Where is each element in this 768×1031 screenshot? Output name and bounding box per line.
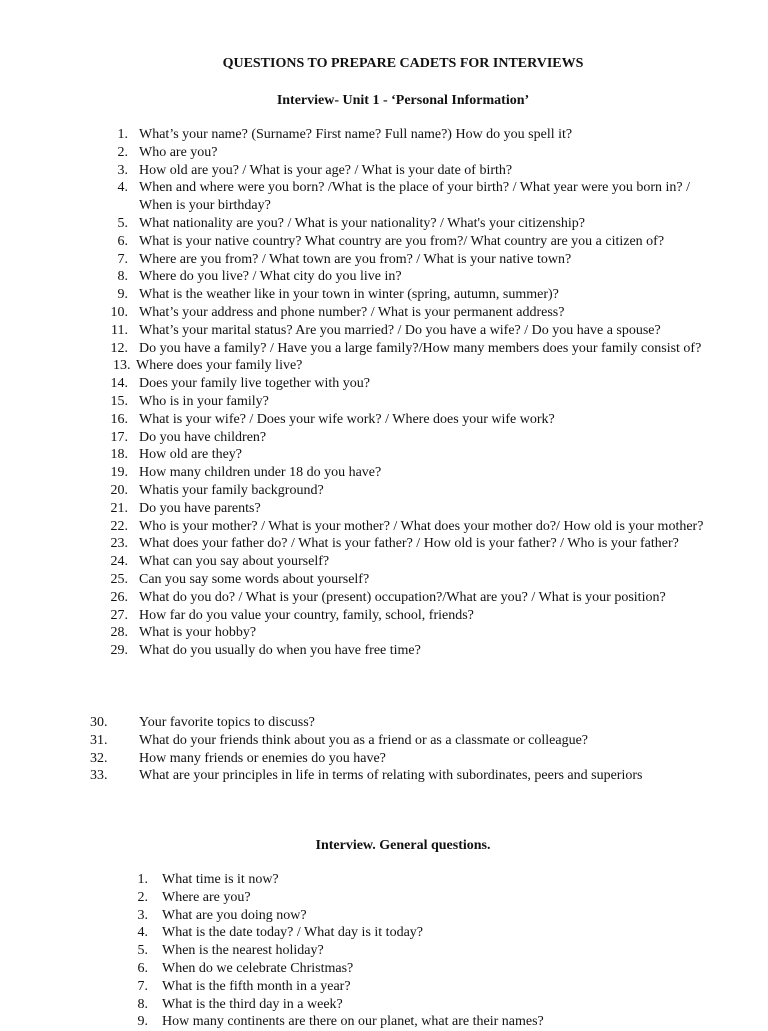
- question-text: When and where were you born? /What is the place of your birth? / What year were you born in? / When is your birthday?: [139, 180, 690, 214]
- question-text: What time is it now?: [162, 872, 279, 887]
- list-item: [90, 732, 730, 750]
- list-item: [90, 767, 730, 785]
- list-item: [110, 571, 720, 589]
- question-text: How many friends or enemies do you have?: [139, 750, 386, 766]
- list-item: [110, 215, 720, 233]
- section1-question-list-continued: [90, 714, 730, 785]
- list-item: [110, 286, 720, 304]
- list-item: [90, 714, 730, 732]
- list-item-number: 2.: [137, 889, 148, 905]
- list-item: [110, 518, 720, 536]
- list-item: [133, 942, 733, 960]
- question-text: How many children under 18 do you have?: [139, 465, 382, 481]
- list-item-number: 33.: [90, 768, 108, 784]
- list-item: [110, 607, 720, 625]
- list-item: [110, 375, 720, 393]
- list-item: [110, 357, 720, 375]
- question-text: Where does your family live?: [136, 358, 303, 374]
- list-item-number: 11.: [111, 322, 128, 338]
- list-item-number: 13.: [113, 358, 131, 374]
- list-item: [110, 535, 720, 553]
- list-item-number: 14.: [110, 376, 128, 392]
- question-text: What is the fifth month in a year?: [162, 978, 351, 994]
- list-item-number: 25.: [110, 571, 128, 587]
- list-item-number: 29.: [110, 643, 128, 659]
- list-item: [133, 960, 733, 978]
- question-text: What can you say about yourself?: [139, 554, 330, 570]
- question-text: When do we celebrate Christmas?: [162, 960, 354, 976]
- list-item-number: 18.: [110, 447, 128, 463]
- question-text: Does your family live together with you?: [139, 376, 370, 392]
- list-item-number: 15.: [110, 393, 128, 409]
- question-text: What are your principles in life in terms of relating with subordinates, peers and superiors: [139, 768, 643, 784]
- list-item-number: 5.: [137, 943, 148, 959]
- list-item: [110, 144, 720, 162]
- question-text: Whatis your family background?: [139, 482, 324, 498]
- list-item: [110, 251, 720, 269]
- list-item-number: 7.: [117, 251, 128, 267]
- list-item: [110, 304, 720, 322]
- section1-question-list: [110, 126, 720, 660]
- list-item: [110, 268, 720, 286]
- list-item-number: 3.: [137, 907, 148, 923]
- list-item-number: 9.: [137, 1014, 148, 1030]
- list-item: [110, 162, 720, 180]
- document-title: QUESTIONS TO PREPARE CADETS FOR INTERVIEWS: [222, 56, 584, 71]
- list-item-number: 30.: [90, 715, 108, 730]
- question-text: Who is your mother? / What is your mother? / What does your mother do?/ How old is your mother?: [139, 518, 704, 534]
- list-item-number: 22.: [110, 518, 128, 534]
- list-item: [110, 233, 720, 251]
- question-text: What is the third day in a week?: [162, 996, 343, 1012]
- question-text: What’s your address and phone number? / What is your permanent address?: [139, 304, 565, 320]
- list-item: [110, 589, 720, 607]
- question-text: What is the weather like in your town in winter (spring, autumn, summer)?: [139, 287, 559, 303]
- question-text: Do you have children?: [139, 429, 267, 445]
- list-item-number: 24.: [110, 554, 128, 570]
- list-item-number: 21.: [110, 500, 128, 516]
- question-text: Your favorite topics to discuss?: [139, 715, 315, 730]
- question-text: How old are you? / What is your age? / What is your date of birth?: [139, 162, 513, 178]
- list-item-number: 31.: [90, 732, 108, 748]
- list-item-number: 3.: [117, 162, 128, 178]
- list-item-number: 5.: [117, 215, 128, 231]
- question-text: What is your hobby?: [139, 625, 257, 641]
- list-item-number: 1.: [117, 127, 128, 142]
- question-text: Where are you from? / What town are you from? / What is your native town?: [139, 251, 572, 267]
- list-item-number: 6.: [117, 233, 128, 249]
- question-text: What do you do? / What is your (present) occupation?/What are you? / What is your position?: [139, 589, 666, 605]
- list-item-number: 26.: [110, 589, 128, 605]
- list-item: [110, 482, 720, 500]
- list-item-number: 7.: [137, 978, 148, 994]
- question-text: Who is in your family?: [139, 393, 269, 409]
- list-item: [110, 446, 720, 464]
- question-text: What are you doing now?: [162, 907, 307, 923]
- list-item-number: 17.: [110, 429, 128, 445]
- list-item-number: 1.: [137, 872, 148, 887]
- list-item: [110, 411, 720, 429]
- list-item: [133, 871, 733, 889]
- question-text: What is your native country? What country are you from?/ What country are you a citizen of?: [139, 233, 665, 249]
- list-item: [110, 642, 720, 660]
- list-item-number: 2.: [117, 144, 128, 160]
- question-text: What does your father do? / What is your father? / How old is your father? / Who is your father?: [139, 536, 679, 552]
- list-item: [133, 996, 733, 1014]
- list-item-number: 4.: [137, 925, 148, 941]
- list-item-number: 8.: [137, 996, 148, 1012]
- list-item: [110, 553, 720, 571]
- question-text: What is your wife? / Does your wife work? / Where does your wife work?: [139, 411, 555, 427]
- list-item: [133, 978, 733, 996]
- list-item: [110, 429, 720, 447]
- question-text: Do you have parents?: [139, 500, 261, 516]
- question-text: What is the date today? / What day is it today?: [162, 925, 423, 941]
- question-text: What nationality are you? / What is your nationality? / What's your citizenship?: [139, 215, 585, 231]
- section1-heading: Interview- Unit 1 - ‘Personal Information’: [276, 93, 530, 108]
- list-item-number: 6.: [137, 960, 148, 976]
- question-text: Do you have a family? / Have you a large family?/How many members does your family consist of?: [139, 340, 702, 356]
- list-item: [110, 340, 720, 358]
- list-item-number: 8.: [117, 269, 128, 285]
- list-item: [110, 322, 720, 340]
- list-item: [133, 907, 733, 925]
- list-item-number: 9.: [117, 287, 128, 303]
- list-item-number: 23.: [110, 536, 128, 552]
- question-text: What’s your marital status? Are you married? / Do you have a wife? / Do you have a spouse?: [139, 322, 661, 338]
- list-item-number: 16.: [110, 411, 128, 427]
- list-item-number: 27.: [110, 607, 128, 623]
- list-item: [133, 1013, 733, 1031]
- question-text: How far do you value your country, family, school, friends?: [139, 607, 474, 623]
- list-item: [110, 464, 720, 482]
- question-text: Who are you?: [139, 144, 218, 160]
- question-text: Can you say some words about yourself?: [139, 571, 370, 587]
- list-item-number: 28.: [110, 625, 128, 641]
- list-item-number: 20.: [110, 482, 128, 498]
- list-item: [110, 179, 720, 215]
- list-item: [110, 393, 720, 411]
- list-item: [110, 126, 720, 144]
- section2-question-list: [133, 871, 733, 1031]
- section2-heading: Interview. General questions.: [315, 838, 491, 853]
- question-text: When is the nearest holiday?: [162, 943, 324, 959]
- list-item: [133, 924, 733, 942]
- question-text: How old are they?: [139, 447, 243, 463]
- list-item-number: 12.: [110, 340, 128, 356]
- question-text: Where are you?: [162, 889, 251, 905]
- list-item-number: 32.: [90, 750, 108, 766]
- question-text: What do you usually do when you have free time?: [139, 643, 421, 659]
- list-item-number: 19.: [110, 465, 128, 481]
- list-item: [110, 624, 720, 642]
- question-text: How many continents are there on our planet, what are their names?: [162, 1014, 544, 1030]
- list-item-number: 10.: [110, 304, 128, 320]
- question-text: What’s your name? (Surname? First name? Full name?) How do you spell it?: [139, 127, 573, 142]
- list-item-number: 4.: [117, 180, 128, 196]
- list-item: [110, 500, 720, 518]
- list-item: [133, 889, 733, 907]
- question-text: Where do you live? / What city do you live in?: [139, 269, 402, 285]
- question-text: What do your friends think about you as a friend or as a classmate or colleague?: [139, 732, 589, 748]
- list-item: [90, 750, 730, 768]
